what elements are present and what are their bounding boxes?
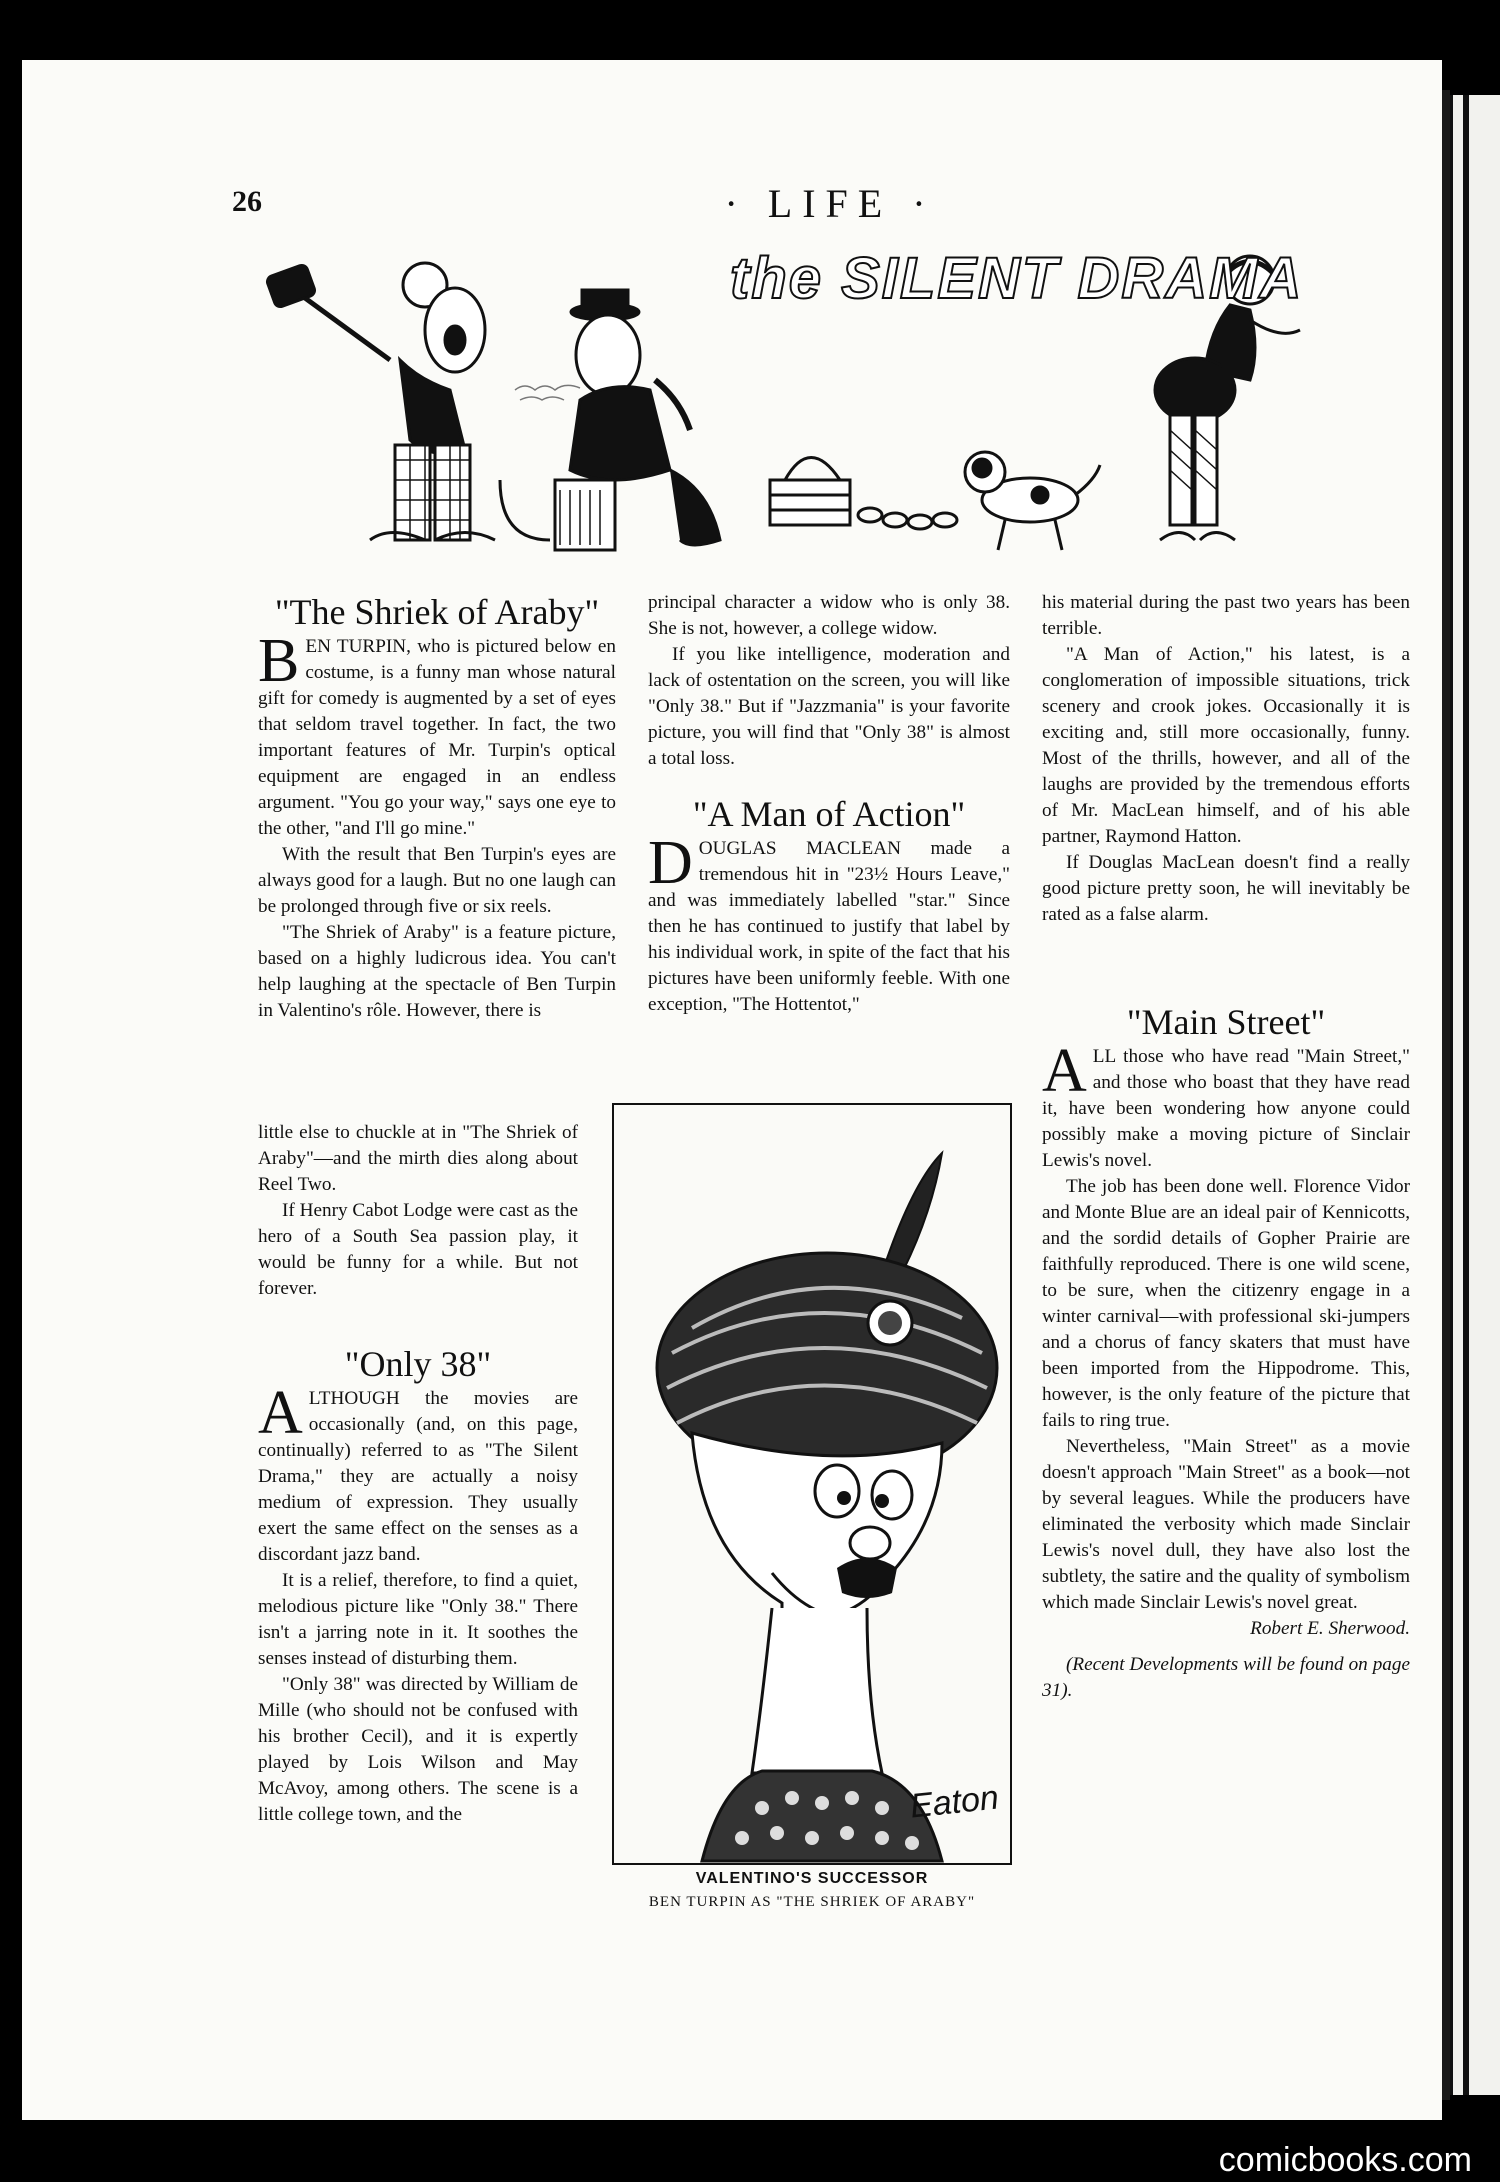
page-reference-note: (Recent Developments will be found on page 31). — [1042, 1654, 1410, 1701]
section-banner-title: the SILENT DRAMA — [730, 246, 1304, 311]
mallet-man-figure — [266, 263, 495, 540]
smoke-puff — [515, 385, 580, 400]
next-page-edge — [1450, 95, 1500, 2095]
magazine-title: · LIFE · — [724, 181, 936, 226]
middle-column — [648, 590, 1010, 1018]
turpin-caricature-drawing — [612, 1103, 1012, 1865]
turpin-caricature-illustration — [612, 1103, 1012, 1865]
page-number: 26 — [232, 185, 262, 218]
shriek-review-paragraph: BEN TURPIN, who is pictured below en costume, is a funny man whose natural gift for comedy is augmented by a set of eyes that seldom travel together. In fact, the two important features of Mr. Turpin's optical equipment are engaged in an endless argument. "You go your way," says one eye to the other, "and I'll go mine." — [258, 627, 616, 839]
action-review-paragraph: "A Man of Action," his latest, is a conglomeration of impossible situations, trick scenery and crook jokes. Occasionally it is exciting and, still more occasionally, funny. Most of the thrills, however, and all of the laughs are provided by the tremendous efforts of Mr. MacLean himself, and of his able partner, Raymond Hatton. — [1042, 644, 1410, 847]
only38-review-heading: "Only 38" — [344, 1344, 492, 1384]
illustration-caption-subtitle: BEN TURPIN AS "THE SHRIEK OF ARABY" — [648, 1894, 976, 1910]
artist-signature: Eaton — [908, 1778, 1001, 1826]
only38-review-paragraph: It is a relief, therefore, to find a quiet, melodious picture like "Only 38." There isn't a jarring note in it. It soothes the senses instead of disturbing them. — [258, 1570, 578, 1669]
drop-cap: A — [1042, 1037, 1087, 1105]
mainstreet-review-heading: "Main Street" — [1126, 1002, 1326, 1042]
mainstreet-review-paragraph: Nevertheless, "Main Street" as a movie doesn't approach "Main Street" as a book—not by several leagues. While the producers have eliminated the verbosity which made Sinclair Lewis's novel dull, they have also lost the subtlety, the satire and the quality of symbolism which made Sinclair Lewis's novel great. — [1042, 1436, 1410, 1613]
only38-review-paragraph: ALTHOUGH the movies are occasionally (and, on this page, continually) referred to as "The Silent Drama," they are actually a noisy medium of expression. They usually exert the same effect on the senses as a discordant jazz band. — [258, 1379, 578, 1565]
shriek-review-heading: "The Shriek of Araby" — [274, 592, 600, 632]
drop-cap: A — [258, 1379, 303, 1447]
mainstreet-review-paragraph: ALL those who have read "Main Street," and those who boast that they have read it, have been wondering how anyone could possibly make a moving picture of Sinclair Lewis's novel. — [1042, 1037, 1410, 1171]
right-column — [1042, 590, 1410, 928]
shriek-review-column — [258, 590, 616, 1024]
action-review-paragraph: DOUGLAS MACLEAN made a tremendous hit in "23½ Hours Leave," and was immediately labelled "star." Since then he has continued to justify that label by his individual work, in spite of the fact that his pictures have been uniformly feeble. With one exception, "The Hottentot," — [648, 829, 1010, 1015]
dog-figure — [965, 452, 1100, 550]
only38-review-paragraph: If you like intelligence, moderation and lack of ostentation on the screen, you will like "Only 38." But if "Jazzmania" is your favorite picture, you will find that "Only 38" is almost a total loss. — [648, 644, 1010, 769]
page-spine — [1442, 90, 1450, 2100]
mainstreet-review-paragraph: The job has been done well. Florence Vidor and Monte Blue are an ideal pair of Kennicotts, and the sordid details of Gopher Prairie are faithfully reproduced. There is one wild scene, to be sure, when the citizenry engage in a winter carnival—with professional ski-jumpers and a chorus of fancy skaters that must have been imported from the Hippodrome. This, however, is the only feature of the picture that fails to ring true. — [1042, 1176, 1410, 1431]
shriek-review-paragraph: If Henry Cabot Lodge were cast as the hero of a South Sea passion play, it would be funny for a while. But not forever. — [258, 1200, 578, 1299]
seated-man-figure — [500, 290, 720, 550]
action-review-heading: "A Man of Action" — [692, 794, 966, 834]
shriek-review-continued — [258, 1120, 578, 1828]
only38-review-paragraph: principal character a widow who is only 38. She is not, however, a college widow. — [648, 592, 1010, 639]
shriek-review-paragraph: little else to chuckle at in "The Shriek of Araby"—and the mirth dies along about Reel Two. — [258, 1122, 578, 1195]
mainstreet-column — [1042, 1000, 1410, 1704]
action-review-paragraph: his material during the past two years has been terrible. — [1042, 592, 1410, 639]
only38-review-paragraph: "Only 38" was directed by William de Mille (who should not be confused with his brother Cecil), and it is expertly played by Lois Wilson and May McAvoy, among others. The scene is a little college town, and the — [258, 1674, 578, 1825]
drop-cap: B — [258, 627, 300, 695]
watermark: comicbooks.com — [1218, 2141, 1472, 2179]
illustration-caption-title: VALENTINO'S SUCCESSOR — [695, 1870, 929, 1887]
basket-and-chain — [770, 458, 957, 530]
action-review-paragraph: If Douglas MacLean doesn't find a really good picture pretty soon, he will inevitably be rated as a false alarm. — [1042, 852, 1410, 925]
shriek-review-paragraph: "The Shriek of Araby" is a feature picture, based on a highly ludicrous idea. You can't help laughing at the spectacle of Ben Turpin in Valentino's rôle. However, there is — [258, 922, 616, 1021]
shriek-review-paragraph: With the result that Ben Turpin's eyes are always good for a laugh. But no one laugh can be prolonged through five or six reels. — [258, 844, 616, 917]
author-signature: Robert E. Sherwood. — [1250, 1618, 1410, 1639]
drop-cap: D — [648, 829, 693, 897]
